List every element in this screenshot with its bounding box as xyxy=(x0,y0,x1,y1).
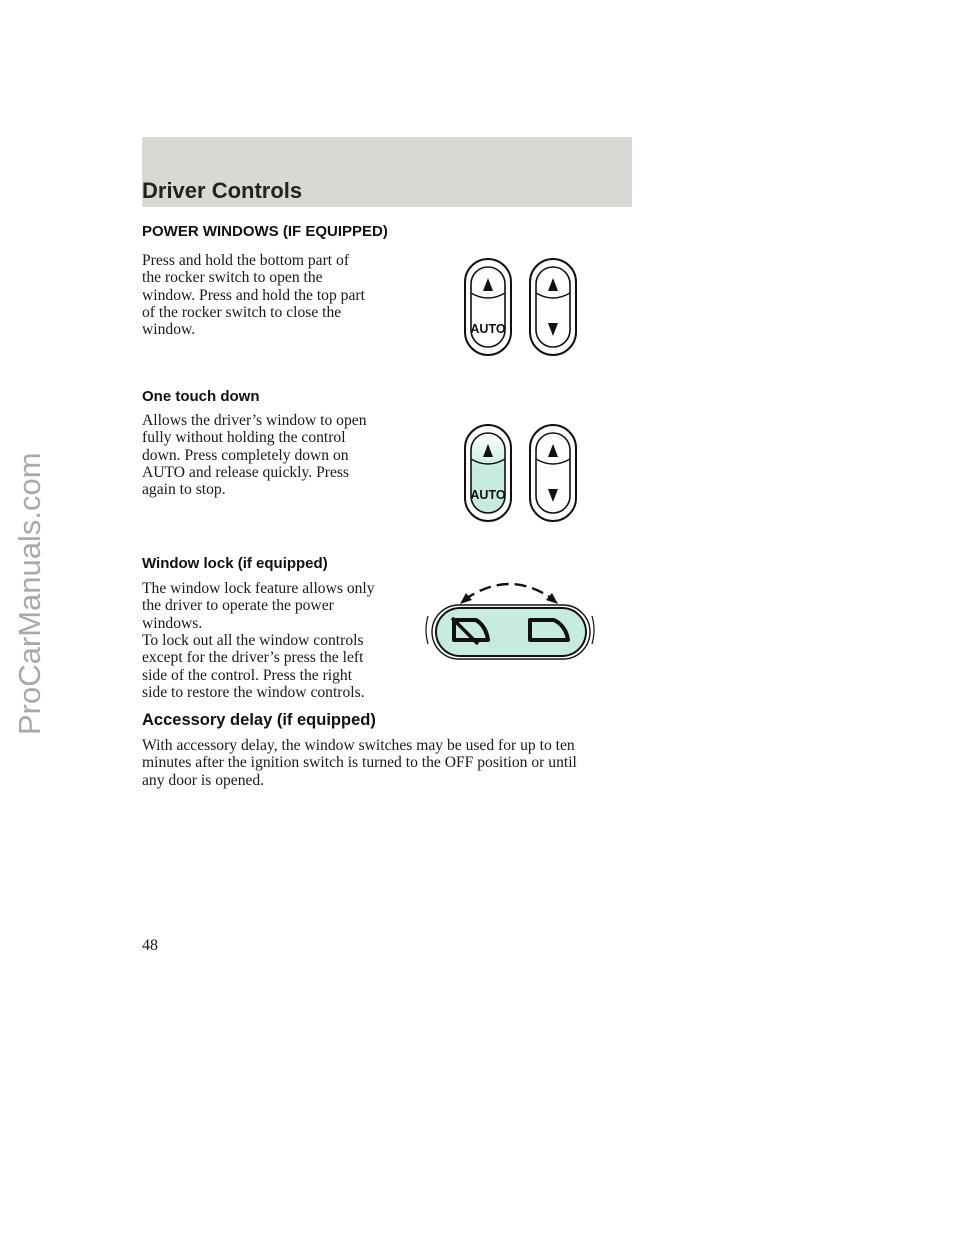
accessory-delay-heading: Accessory delay (if equipped) xyxy=(142,711,376,729)
one-touch-heading: One touch down xyxy=(142,388,260,405)
power-windows-text: Press and hold the bottom part of the rocker switch to open the window. Press and hold the top part of the rocker switch to close the window. xyxy=(142,252,365,339)
window-lock-text-2: To lock out all the window controls except for the driver’s press the left side of the control. Press the right side to restore the window controls. xyxy=(142,632,365,701)
watermark-text xyxy=(4,365,52,745)
section-title: Driver Controls xyxy=(142,178,303,203)
power-windows-heading: POWER WINDOWS (IF EQUIPPED) xyxy=(142,223,388,240)
power-window-switch-illustration xyxy=(460,256,580,358)
window-lock-text-1: The window lock feature allows only the driver to operate the power windows. xyxy=(142,580,375,632)
one-touch-text: Allows the driver’s window to open fully without holding the control down. Press completely down on AUTO and release quickly. Press again to stop. xyxy=(142,412,367,499)
auto-switch-illustration xyxy=(460,422,580,524)
accessory-delay-text: With accessory delay, the window switches may be used for up to ten minutes after the ignition switch is turned to the OFF position or until any door is opened. xyxy=(142,737,577,789)
page-number: 48 xyxy=(142,937,158,954)
auto-label: AUTO xyxy=(470,488,506,502)
svg-text:ProCarManuals.com: ProCarManuals.com xyxy=(12,452,47,735)
auto-label: AUTO xyxy=(470,322,506,336)
window-lock-heading: Window lock (if equipped) xyxy=(142,555,328,572)
arrow-right-icon xyxy=(546,593,558,604)
window-lock-switch-illustration xyxy=(420,578,600,666)
